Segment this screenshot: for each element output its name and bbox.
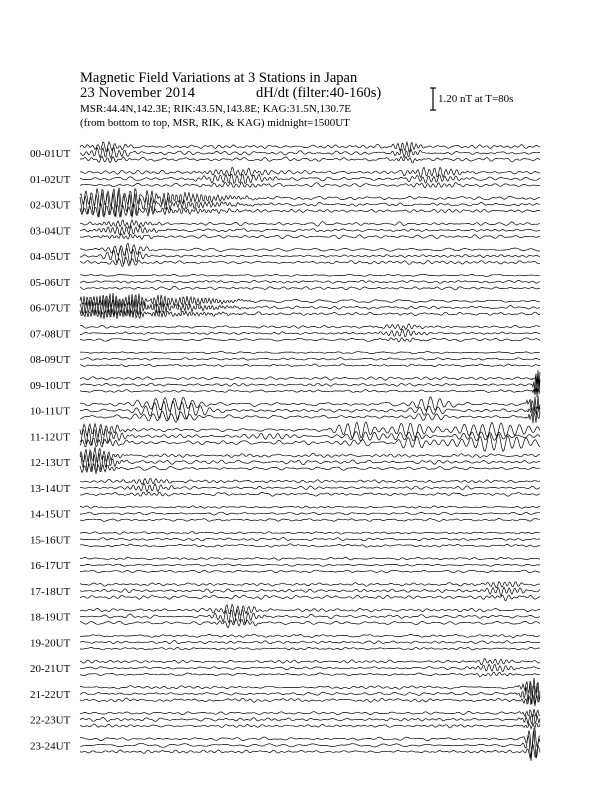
hour-label-08-09UT: 08-09UT [30,354,71,366]
trace-17-18UT-MSR [80,595,540,601]
hour-label-17-18UT: 17-18UT [30,585,71,598]
trace-04-05UT-RIK [80,248,540,264]
trace-06-07UT-MSR [80,309,540,319]
hour-label-10-11UT: 10-11UT [30,405,70,418]
trace-15-16UT-RIK [80,538,540,541]
trace-01-02UT-RIK [80,174,540,183]
hour-label-15-16UT: 15-16UT [30,534,71,547]
trace-22-23UT-KAG [80,709,540,717]
hour-label-11-12UT: 11-12UT [30,431,70,444]
trace-17-18UT-KAG [80,582,540,588]
trace-00-01UT-RIK [80,148,540,159]
trace-16-17UT-KAG [80,557,540,560]
scale-label: 1.20 nT at T=80s [438,93,514,105]
trace-09-10UT-MSR [80,388,540,395]
hour-label-02-03UT: 02-03UT [30,199,71,212]
trace-19-20UT-RIK [80,640,540,643]
trace-23-24UT-RIK [80,730,540,761]
trace-03-04UT-RIK [80,226,540,235]
hour-labels [30,148,71,752]
trace-08-09UT-MSR [80,364,540,367]
trace-09-10UT-RIK [80,372,540,397]
hour-label-12-13UT: 12-13UT [30,457,71,469]
trace-07-08UT-MSR [80,338,540,342]
trace-21-22UT-MSR [80,695,540,706]
trace-07-08UT-KAG [80,324,540,330]
trace-07-08UT-RIK [80,330,540,337]
trace-08-09UT-RIK [80,358,540,361]
hour-label-16-17UT: 16-17UT [30,560,71,572]
trace-20-21UT-MSR [80,672,540,677]
amplitude-scale-bar [429,86,549,112]
hour-label-18-19UT: 18-19UT [30,611,71,624]
trace-05-06UT-MSR [80,286,540,290]
trace-15-16UT-KAG [80,532,540,535]
trace-01-02UT-MSR [80,182,540,188]
hour-label-01-02UT: 01-02UT [30,173,71,186]
hour-label-03-04UT: 03-04UT [30,225,71,238]
trace-18-19UT-KAG [80,605,540,616]
chart-date: 23 November 2014 [80,85,196,101]
trace-lines [80,142,540,761]
trace-22-23UT-RIK [80,715,540,725]
trace-01-02UT-KAG [80,167,540,177]
trace-18-19UT-MSR [80,619,540,628]
hour-label-20-21UT: 20-21UT [30,663,71,675]
trace-10-11UT-RIK [80,401,540,420]
scale-bar-icon [429,86,437,112]
trace-13-14UT-RIK [80,483,540,492]
hour-label-00-01UT: 00-01UT [30,148,71,160]
trace-14-15UT-RIK [80,512,540,515]
trace-08-09UT-KAG [80,351,540,353]
hour-label-04-05UT: 04-05UT [30,251,71,263]
trace-10-11UT-MSR [80,411,540,424]
trace-04-05UT-KAG [80,243,540,255]
chart-title: Magnetic Field Variations at 3 Stations in Japan [80,70,358,86]
chart-header [80,70,540,130]
trace-03-04UT-KAG [80,220,540,229]
trace-00-01UT-MSR [80,156,540,163]
hour-label-23-24UT: 23-24UT [30,740,71,753]
hour-label-13-14UT: 13-14UT [30,482,71,495]
trace-04-05UT-MSR [80,258,540,267]
trace-23-24UT-MSR [80,745,540,758]
trace-14-15UT-KAG [80,506,540,509]
trace-03-04UT-MSR [80,234,540,240]
trace-17-18UT-RIK [80,587,540,596]
trace-12-13UT-MSR [80,464,540,474]
station-order-note: (from bottom to top, MSR, RIK, & KAG) midnight=1500UT [80,117,350,129]
trace-19-20UT-MSR [80,647,540,650]
trace-23-24UT-KAG [80,728,540,750]
hour-label-22-23UT: 22-23UT [30,714,71,727]
trace-11-12UT-MSR [80,434,540,451]
trace-18-19UT-RIK [80,609,540,623]
trace-16-17UT-MSR [80,570,540,573]
trace-20-21UT-KAG [80,659,540,665]
trace-20-21UT-RIK [80,664,540,671]
hour-label-05-06UT: 05-06UT [30,276,71,289]
hour-label-14-15UT: 14-15UT [30,508,71,521]
filter-label: dH/dt (filter:40-160s) [256,85,382,101]
trace-15-16UT-MSR [80,544,540,547]
trace-13-14UT-MSR [80,492,540,496]
trace-22-23UT-MSR [80,723,540,728]
trace-05-06UT-RIK [80,280,540,283]
date-filter-line [80,85,381,102]
hour-label-06-07UT: 06-07UT [30,302,71,315]
hour-label-07-08UT: 07-08UT [30,328,71,341]
trace-00-01UT-KAG [80,142,540,152]
trace-13-14UT-KAG [80,478,540,484]
trace-12-13UT-KAG [80,447,540,462]
trace-05-06UT-KAG [80,274,540,276]
trace-19-20UT-KAG [80,634,540,638]
hour-label-19-20UT: 19-20UT [30,637,71,650]
hour-label-09-10UT: 09-10UT [30,379,71,392]
trace-14-15UT-MSR [80,518,540,521]
station-coordinates: MSR:44.4N,142.3E; RIK:43.5N,143.8E; KAG:31.5N,130.7E [80,103,352,115]
hour-label-21-22UT: 21-22UT [30,688,71,701]
trace-16-17UT-RIK [80,564,540,566]
